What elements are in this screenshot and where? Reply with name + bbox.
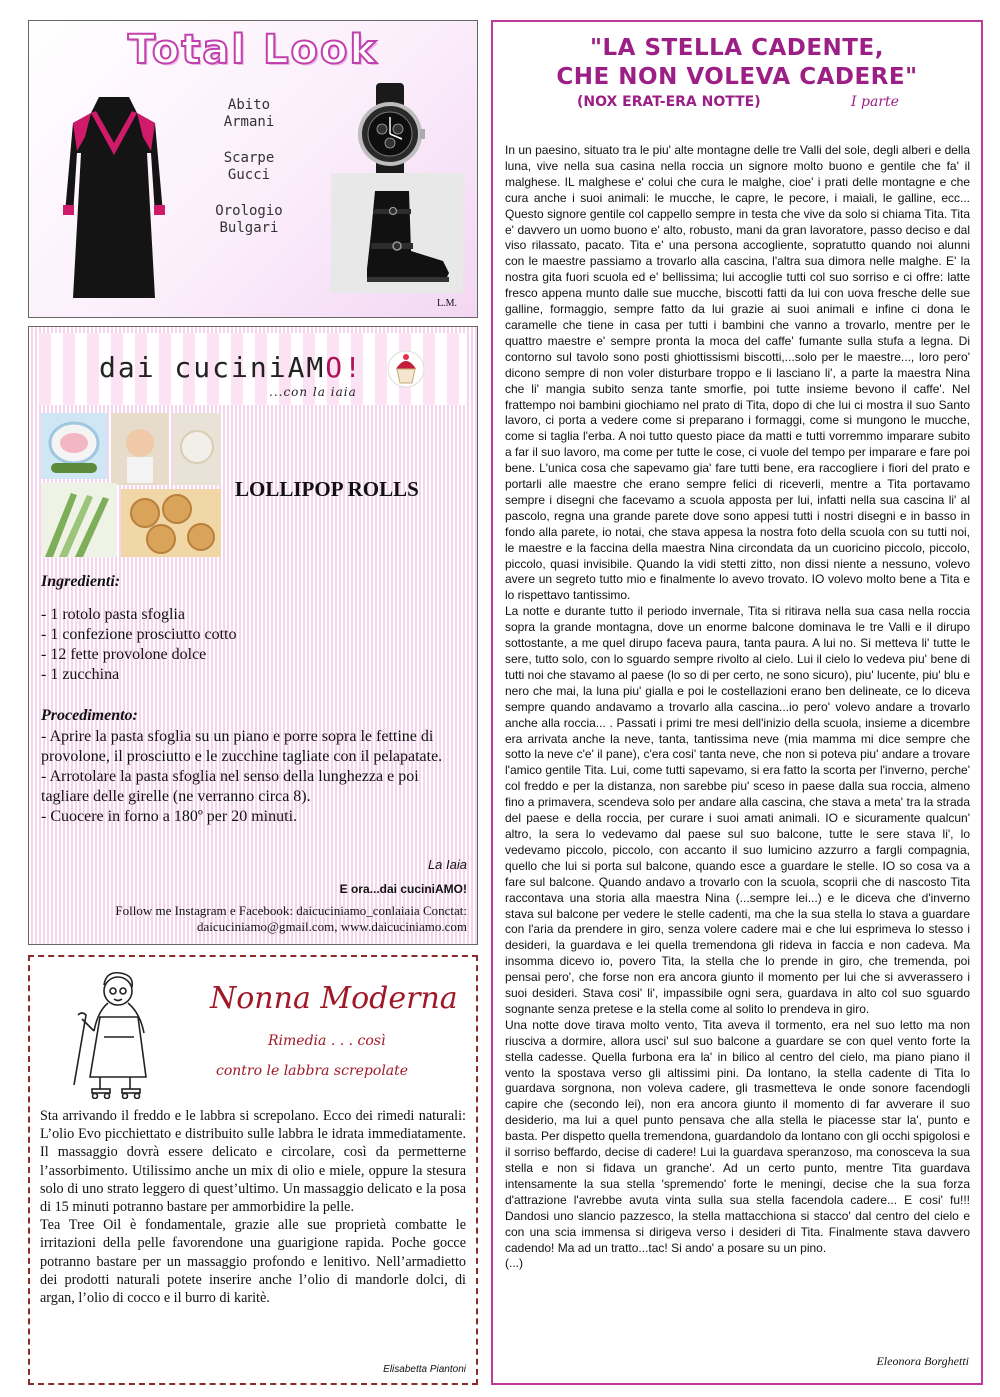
ingredients-list: [41, 605, 237, 685]
procedure-list: [41, 727, 465, 827]
nonna-body: [40, 1107, 466, 1307]
nonna-subtitle-1: Rimedia . . . così: [268, 1033, 386, 1049]
nonna-subtitle-2: contro le labbra screpolate: [216, 1063, 409, 1079]
dress-image: [59, 93, 169, 303]
item-scarpe: Scarpe Gucci: [223, 150, 275, 183]
stella-title-line-2: CHE NON VOLEVA CADERE": [556, 64, 918, 90]
ingredient-item: - 12 fette provolone dolce: [41, 646, 207, 663]
stella-subtitle: (NOX ERAT-ERA NOTTE): [577, 94, 761, 110]
procedure-step: - Cuocere in forno a 180º per 20 minuti.: [41, 808, 298, 825]
total-look-section: [28, 20, 478, 318]
logo-suffix: O!: [325, 351, 364, 384]
granny-illustration: [60, 967, 170, 1099]
total-look-title: Total Look: [127, 27, 379, 73]
ingredient-item: - 1 confezione prosciutto cotto: [41, 626, 237, 643]
stella-cadente-section: [491, 20, 983, 1385]
watch-image: [354, 83, 426, 185]
boot-image: [331, 173, 463, 293]
cucina-header: [39, 333, 467, 405]
cucina-follow-info: Follow me Instagram e Facebook: daicuciniamo_conlaiaia Conctat: daicuciniamo@gmail.com, www.daicuciniamo.com: [115, 903, 467, 934]
total-look-signature: L.M.: [437, 298, 457, 309]
stella-paragraph: La notte e durante tutto il periodo invernale, Tita si ritirava nella sua casa nella roccia sopra la grande montagna, dove un enorme balcone dominava le tre Valli e il dirupo sottostante, a me quel dirupo faceva paura, tanta paura. A lui no. Si metteva li' tutte le sere, tutto solo, con lo sguardo sempre rivolto al cielo. Lui il cielo lo vedeva piu' bene di tutti noi che stavamo al paese (lo so di per certo, ne sono sicuro), piu' lucente, piu' blu e nero che mai, la luna piu' gialla e poi le costellazioni erano ben delineate, ce lo diceva sempre quando andavamo a trovarlo alla cascina...io pero' volevo andare a trovarlo anche alla roccia... . Passati i primi tre mesi dell'inizio della scuola, insieme a dicembre era arrivata anche la neve, tanta, tantissima neve (mia mamma mi dice sempre che sotto la neve c'e' il pane), c'era cosi' tanta neve, che non si poteva piu' andare a trovare l'amico gentile Tita. Lui, come tutti sapevamo, si era fatto la scorta per l'inverno, perche' col freddo e per la distanza, non sarebbe piu' sceso in paese dalla sua roccia, almeno fino a primavera, scendeva solo per andare alla cascina, che stava a meta' tra la strada del paese e della roccia, per curare i suoi amati animali. IO e sicuramente qualcun' altro, la sera lo vedevamo dal paese sul suo balcone, tutte le sere stava li', lo vedevamo piccolo, piccolo, con accanto il suo lumicino azzurro a fargli compagnia, quello che lui si porta sul balcone, quando esce a guardare le stelle. IO so cosa va a fare sul balcone. Quando andavo a trovarlo con la scuola, scoprii che di nascosto Tita raccontava una storia alla maestra Nina (...sempre lei...) e le diceva che d'inverno stava sul balcone per vedere le stelle cadenti, ma che la sua stella lo stava a guardare con l'aria da prendere in giro, senza volere cadere mai e che lui esprimeva lo stesso i desideri, la guardava e lei quella tremendona gli rideva in faccia e non cadeva. Ma insomma dicevo io, povero Tita, la stella che lo prende in giro, che tremenda, poi pensai pero', che forse non era ancora giunto il momento per lui che si avverassero i suoi desideri. Stava cosi' li', impassibile ogni sera, guardava in alto col suo sguardo sognante senza pretese e la stella come al solito lo prendeva in giro.: [505, 604, 970, 1016]
cucina-logo: [99, 351, 363, 384]
procedure-heading: Procedimento:: [41, 707, 138, 724]
cupcake-icon: [387, 347, 425, 391]
nonna-author: Elisabetta Piantoni: [383, 1364, 466, 1375]
stella-part: I parte: [851, 94, 899, 110]
nonna-paragraph: Sta arrivando il freddo e le labbra si screpolano. Ecco dei rimedi naturali: L’olio Evo picchiettato e distribuito sulle labbra le idrata immediatamente. Il massaggio dovrà essere delicato e circolare, così da permetterne l’assorbimento. Utilissimo anche un mix di olio e miele, oppure la stesura solo di uno strato leggero di quest’ultimo. Un massaggio delicato e la posa di 15 minuti potranno bastare per ammorbidire la pelle.: [40, 1108, 466, 1216]
item-abito: Abito Armani: [223, 97, 275, 130]
nonna-paragraph: Tea Tree Oil è fondamentale, grazie alle sue proprietà combatte le irritazioni della pelle favorendone una guarigione rapida. Poche gocce potranno bastare per un massaggio profondo e lenitivo. Nell’armadietto dei prodotti naturali potete inserire anche l’olio di mandorle dolci, di argan, l’olio di cocco e il burro di karitè.: [40, 1217, 466, 1307]
cucina-section: [28, 326, 478, 945]
total-look-items: [194, 97, 304, 256]
procedure-step: - Arrotolare la pasta sfoglia nel senso della lunghezza e poi tagliare delle girelle (ne verranno circa 8).: [41, 768, 419, 805]
cucina-logo-sub: ...con la iaia: [269, 385, 357, 399]
procedure-step: - Aprire la pasta sfoglia su un piano e porre sopra le fettine di provolone, il prosciutto e le zucchine tagliate con il pelapatate.: [41, 728, 443, 765]
cucina-slogan: E ora...dai cuciniAMO!: [339, 882, 467, 896]
item-orologio: Orologio Bulgari: [215, 203, 283, 236]
stella-paragraph: In un paesino, situato tra le piu' alte montagne delle tre Valli del sole, degli alberi e della luna, vive nella sua casina nella roccia un signore molto buono e gentile che fa' il malghese. IL malghese e' colui che cura le malghe, cioe' i prati delle montagne e che cura anche i suoi animali: le mucche, le capre, le pecore, i maiali, le galline, ecc... Questo signore gentile col cappello sempre in testa che vive da solo si chiama Tita. Tita e' davvero un uomo buono e' alto, robusto, mani da gran lavoratore, passo deciso e dal viso rilassato, pacato. Tita e' una persona accogliente, sopratutto quando noi alunni con le maestre passiamo a trovarlo alla cascina, l'altra sua dimora nelle malghe. E' la nostra gita fuori scuola ed e' bellissima; lui accoglie tutti col suo sorriso e ci offre: latte fresco appena munto dalle sue mucche, biscotti fatti da lui con uova fresche delle sue galline, formaggio, sempre fatto da lui grazie ai suoi animali e infine ci dona le caramelle che tiene in casa per tutti i bambini che vanno a trovarlo, mentre per le quattro maestre e' sempre pronta la moca del caffe' fumante sulla stufa a legna. Di contorno sul tavolo sono posti ghiottissismi biscotti,...solo per le maestre..., loro pero' dicono sempre di non voler disturbare troppo e li lasciano li', a parte la maestra Nina che li' mangia subito senza tante smorfie, poi tutte insieme bevono il caffe'. Nel frattempo noi bambini giochiamo nel prato di Tita, dopo di che lui ci mostra il suo Santo lavoro, ci porta a vedere come si preparano i formaggi, come si mungono le mucche, come si taglia l'erba. A noi tutto questo piace da matti e tutti vorremmo imparare subito a far il suo lavoro, ma come per tutte le cose, ci vuole del tempo per imparare e fare poi bene. L'unica cosa che sapevamo gia' fare tutti bene, era raccogliere i fiori del prato e portarli alle maestre che erano sempre felici di riceverli, mentre a Tita portavamo sempre i disegni che facevamo a scuola apposta per lui, infatti nella sua cascina li' al pascolo, regna una grande parete dove sono appesi tutti i nostri disegni e in basso in fondo alla parete, io notai, che stava appesa la nostra foto della scuola con su tutti noi, le maestre e la faccina della maestra Nina circondata da un cuoricino piccolo, piccolo, piccolo, quasi invisibile. Quando la vidi stetti zitto, non dissi niente a nessuno, volevo avere un segreto tutto mio e finalmente lo avevo trovato. IO volevo molto bene a Tita e lo rispettavo tantissimo.: [505, 143, 970, 603]
stella-paragraph: (...): [505, 1256, 523, 1271]
ingredient-item: - 1 rotolo pasta sfoglia: [41, 606, 185, 623]
recipe-title: LOLLIPOP ROLLS: [235, 477, 419, 501]
nonna-title: Nonna Moderna: [210, 981, 458, 1016]
stella-author: Eleonora Borghetti: [876, 1354, 969, 1368]
recipe-photo-collage: [41, 413, 221, 557]
nonna-moderna-section: [28, 955, 478, 1385]
stella-title-line-1: "LA STELLA CADENTE,: [590, 35, 884, 61]
stella-title: [493, 34, 981, 92]
logo-prefix: dai cuciniAM: [99, 351, 326, 384]
stella-paragraph: Una notte dove tirava molto vento, Tita aveva il tormento, era nel suo letto ma non riusciva a dormire, allora usci' sul suo balcone a guardare se con quel vento forte la stella cadesse. Quella furbona era la' in bilico al centro del cielo, ma piano piano il vento la spostava verso gli altissimi pini. Da lontano, la stella cadente di Tita lo guardava sorgnona, non voleva cadere, gli trasmetteva le onde sonore facendogli capire che (secondo lei), non era ancora giunto il momento di far avverare il suo desiderio, ma lui a quel punto pensava che alla stella le piacesse star la', punto e basta. Per dispetto quella tremendona, guardandolo da lontano con gli occhi spigolosi e il sorriso beffardo, decise di cadere! Lui la guardava speranzoso, ma conosceva la sua stella e non si fidava un granche'. Ad un certo punto, mentre Tita guardava intensamente la sua stella 'spremendo' forte le meningi, decise che la sua forza d'attrazione l'avrebbe avuta vinta sulla sua stella facendola cadere... E cosi' fu!!! Dandosi uno slancio pazzesco, la stella mattacchiona si stacco' dal centro del cielo e con una scia immensa si dirigeva verso i desideri di Tita. Finalmente stava davvero cadendo! Ma ad un tratto...tac! Si ando' a posare su un pino.: [505, 1017, 970, 1255]
cucina-author: La Iaia: [427, 857, 467, 872]
ingredients-heading: Ingredienti:: [41, 573, 121, 590]
ingredient-item: - 1 zucchina: [41, 666, 120, 683]
stella-body: [505, 143, 970, 1272]
